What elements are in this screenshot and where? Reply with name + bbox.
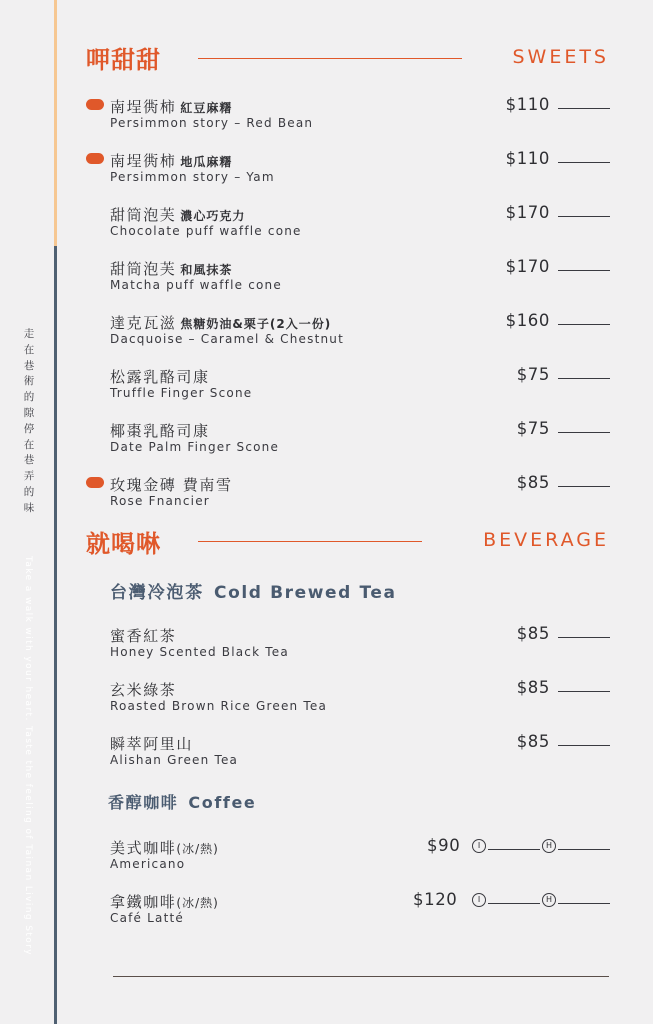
menu-item	[110, 733, 610, 773]
quantity-blank[interactable]	[558, 691, 610, 692]
quantity-blank[interactable]	[558, 432, 610, 433]
item-name-en: Roasted Brown Rice Green Tea	[110, 699, 327, 713]
quantity-blank[interactable]	[558, 324, 610, 325]
menu-item	[110, 150, 610, 190]
recommend-dot-icon	[86, 99, 104, 110]
quantity-blank[interactable]	[558, 216, 610, 217]
hot-quantity-blank[interactable]	[558, 903, 610, 904]
tea-heading-en: Cold Brewed Tea	[214, 583, 397, 603]
item-name-cn: 南埕衖柿 紅豆麻糬	[110, 98, 233, 116]
coffee-heading-en: Coffee	[188, 793, 257, 812]
quantity-blank[interactable]	[558, 637, 610, 638]
item-name-en: Truffle Finger Scone	[110, 386, 253, 400]
menu-item	[110, 891, 610, 931]
item-price: $85	[516, 678, 550, 697]
item-name-cn: 達克瓦滋 焦糖奶油&栗子(2入一份)	[110, 314, 332, 332]
item-price: $160	[505, 311, 550, 330]
item-name-en: Alishan Green Tea	[110, 753, 239, 767]
item-price: $85	[516, 624, 550, 643]
item-name-en: Honey Scented Black Tea	[110, 645, 289, 659]
item-name-cn: 玄米綠茶	[110, 681, 177, 699]
item-price: $85	[516, 732, 550, 751]
item-name-cn: 椰棗乳酪司康	[110, 422, 210, 440]
side-rule-top	[54, 0, 57, 246]
hot-mark-icon: H	[542, 839, 556, 853]
menu-item	[110, 837, 610, 877]
sweets-title-cn: 呷甜甜	[86, 46, 161, 74]
vertical-slogan-cn: 走在巷術的隙 停在巷弄的味	[23, 328, 45, 514]
beverage-title-en: BEVERAGE	[483, 529, 609, 551]
menu-item	[110, 312, 610, 352]
hot-mark-icon: H	[542, 893, 556, 907]
hot-quantity-blank[interactable]	[558, 849, 610, 850]
menu-item	[110, 625, 610, 665]
item-price: $75	[516, 365, 550, 384]
item-price: $170	[505, 203, 550, 222]
item-price: $90	[427, 836, 461, 855]
sweets-rule	[198, 58, 462, 59]
beverage-rule	[198, 541, 422, 542]
item-price: $170	[505, 257, 550, 276]
menu-item	[110, 258, 610, 298]
coffee-heading-cn: 香醇咖啡	[108, 793, 179, 812]
quantity-blank[interactable]	[558, 378, 610, 379]
item-name-cn: 美式咖啡(冰/熱)	[110, 839, 219, 857]
item-name-cn: 蜜香紅茶	[110, 627, 177, 645]
quantity-blank[interactable]	[558, 270, 610, 271]
recommend-dot-icon	[86, 153, 104, 164]
item-name-cn: 拿鐵咖啡(冰/熱)	[110, 893, 219, 911]
quantity-blank[interactable]	[558, 162, 610, 163]
sweets-title-en: SWEETS	[512, 46, 609, 68]
beverage-title-cn: 就喝啉	[86, 530, 161, 558]
footer-rule	[113, 976, 609, 977]
quantity-blank[interactable]	[558, 486, 610, 487]
vertical-slogan-en: Take a walk with your heart. Taste the feeling of Tainan Living Story	[23, 556, 33, 957]
item-name-cn: 松露乳酪司康	[110, 368, 210, 386]
item-name-en: Persimmon story – Yam	[110, 170, 275, 184]
tea-heading	[110, 578, 397, 603]
ice-mark-icon: I	[472, 839, 486, 853]
coffee-heading	[108, 790, 256, 813]
item-name-en: Rose Fnancier	[110, 494, 210, 508]
item-name-cn: 玫瑰金磚 費南雪	[110, 476, 233, 494]
item-price: $110	[505, 95, 550, 114]
item-name-cn: 甜筒泡芙 濃心巧克力	[110, 206, 246, 224]
menu-item	[110, 420, 610, 460]
item-name-en: Dacquoise – Caramel & Chestnut	[110, 332, 345, 346]
item-price: $110	[505, 149, 550, 168]
item-name-en: Americano	[110, 857, 186, 871]
ice-quantity-blank[interactable]	[488, 849, 540, 850]
quantity-blank[interactable]	[558, 108, 610, 109]
item-name-cn: 南埕衖柿 地瓜麻糬	[110, 152, 233, 170]
menu-item	[110, 366, 610, 406]
item-price: $85	[516, 473, 550, 492]
item-name-en: Persimmon story – Red Bean	[110, 116, 314, 130]
quantity-blank[interactable]	[558, 745, 610, 746]
side-rule-bottom	[54, 246, 57, 1024]
item-name-cn: 甜筒泡芙 和風抹茶	[110, 260, 233, 278]
menu-item	[110, 474, 610, 514]
item-name-en: Date Palm Finger Scone	[110, 440, 280, 454]
menu-item	[110, 679, 610, 719]
item-name-en: Café Latté	[110, 911, 184, 925]
menu-item	[110, 96, 610, 136]
item-name-cn: 瞬萃阿里山	[110, 735, 194, 753]
menu-item	[110, 204, 610, 244]
tea-heading-cn: 台灣冷泡茶	[110, 583, 204, 603]
recommend-dot-icon	[86, 477, 104, 488]
item-price: $75	[516, 419, 550, 438]
ice-quantity-blank[interactable]	[488, 903, 540, 904]
ice-mark-icon: I	[472, 893, 486, 907]
item-price: $120	[413, 890, 458, 909]
item-name-en: Matcha puff waffle cone	[110, 278, 282, 292]
item-name-en: Chocolate puff waffle cone	[110, 224, 302, 238]
